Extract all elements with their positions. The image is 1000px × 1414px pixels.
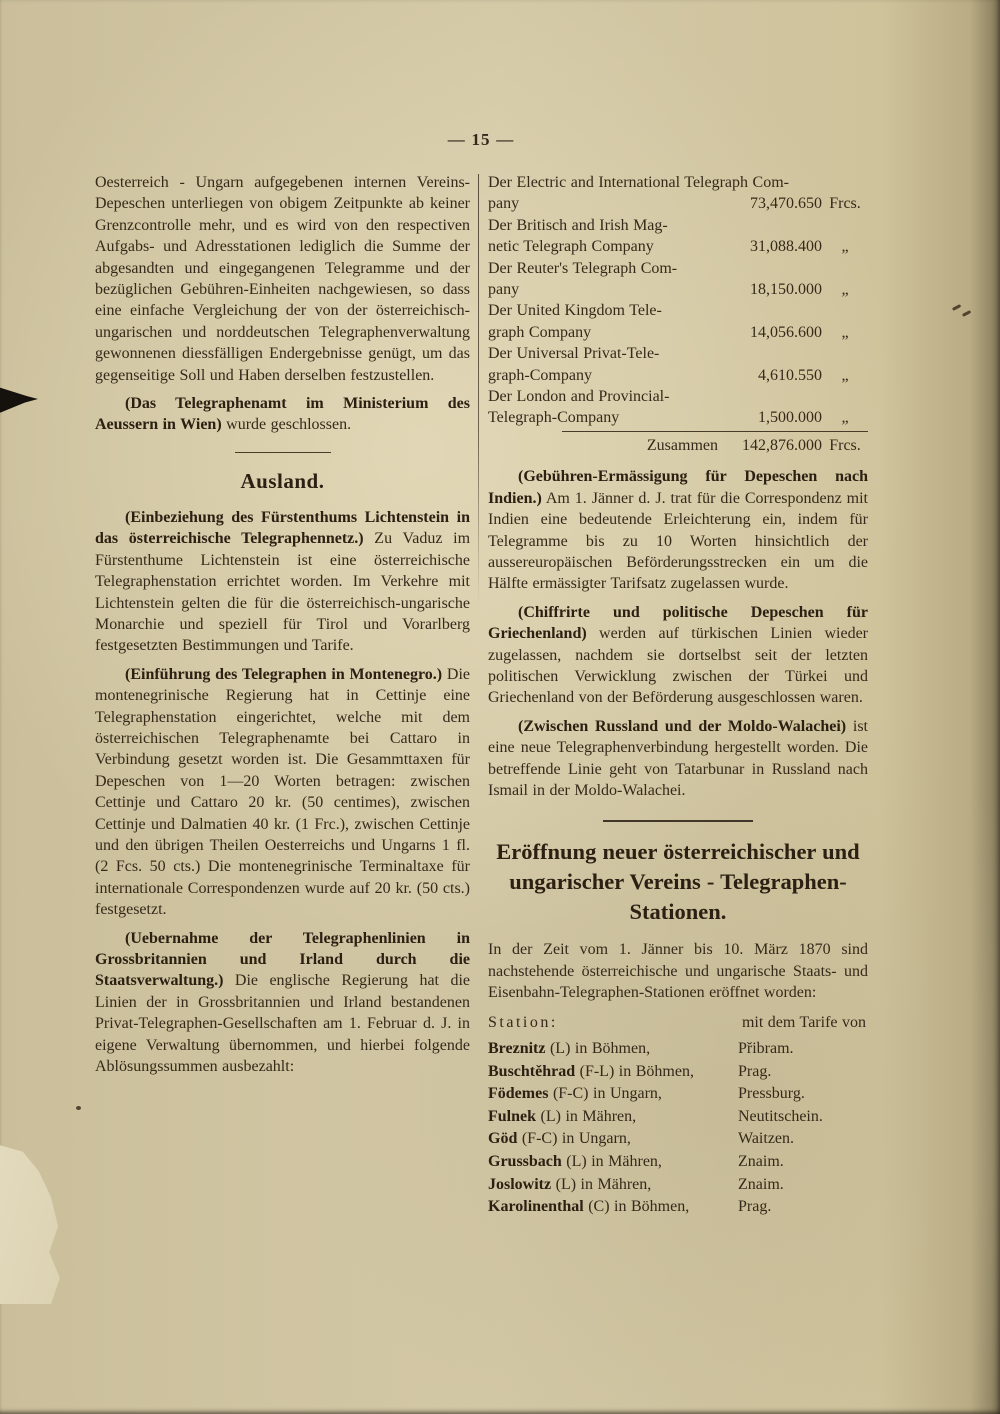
paragraph-lead: (Uebernahme der Telegraphenlinien in Grossbritannien und Irland durch die Staatsverwaltung.) <box>95 929 470 990</box>
right-column <box>488 172 868 1219</box>
station-left-cell <box>488 1083 736 1106</box>
stations-table <box>488 1038 868 1219</box>
total-row <box>562 431 868 456</box>
station-left-cell <box>488 1151 736 1174</box>
station-row <box>488 1083 868 1106</box>
paragraph-continuation <box>95 172 470 386</box>
station-name: Grussbach <box>488 1152 562 1170</box>
company-amount: 31,088.400 <box>750 238 822 256</box>
station-row <box>488 1196 868 1219</box>
stations-header-station: Station: <box>488 1013 558 1031</box>
company-amount: 14,056.600 <box>750 323 822 341</box>
company-name-continued: graph Company <box>488 323 592 341</box>
currency-unit: Frcs. <box>829 195 861 213</box>
company-entry <box>488 258 868 301</box>
station-tariff: Prag. <box>738 1062 772 1080</box>
ink-speck <box>962 310 971 316</box>
paragraph-india-tariff <box>488 466 868 594</box>
station-left-cell <box>488 1061 736 1084</box>
company-name-continued: graph-Company <box>488 366 592 384</box>
station-info: (F-C) in Ungarn, <box>521 1130 631 1148</box>
company-name: Der Reuter's Telegraph Com- <box>488 259 678 277</box>
paragraph-britain-takeover <box>95 928 470 1078</box>
station-tariff: Znaim. <box>738 1152 784 1170</box>
company-amount-row <box>488 322 868 343</box>
currency-unit: „ <box>841 366 849 384</box>
station-tariff: Přibram. <box>738 1040 794 1057</box>
ink-speck <box>952 304 961 310</box>
company-amount-row <box>488 236 868 257</box>
station-tariff: Znaim. <box>738 1175 784 1193</box>
station-tariff: Waitzen. <box>738 1130 795 1148</box>
column-rule <box>478 174 479 1219</box>
ink-speck <box>76 1106 81 1110</box>
station-left-cell <box>488 1128 736 1151</box>
stations-table-header <box>488 1012 868 1033</box>
company-amount-row <box>488 193 868 214</box>
paragraph-text: Am 1. Jänner d. J. trat für die Correspondenz mit Indien eine bedeutende Erleichterung ein, indem für Telegramme bis zu 10 Worten hinsichtlich der aussereuropäischen Beförderungsstrecken ein um die Hälfte ermässigter Tarifsatz zugelassen wurde. <box>488 489 868 593</box>
company-amount-row <box>488 365 868 386</box>
paragraph-lead: (Zwischen Russland und der Moldo-Walachei) <box>518 717 847 735</box>
paragraph-text: In der Zeit vom 1. Jänner bis 10. März 1870 sind nachstehende österreichische und ungarische Staats- und Eisenbahn-Telegraphen-Stationen eröffnet worden: <box>488 941 868 1002</box>
station-info: (L) in Mähren, <box>540 1107 637 1125</box>
station-name: Karolinenthal <box>488 1198 584 1216</box>
section-divider <box>603 820 753 822</box>
company-entry <box>488 386 868 429</box>
paragraph-lead: (Gebühren-Ermässigung für Depeschen nach Indien.) <box>488 468 868 507</box>
station-left-cell <box>488 1196 736 1219</box>
torn-paper-edge <box>0 384 38 414</box>
station-name: Buschtěhrad <box>488 1062 576 1080</box>
station-info: (F-L) in Böhmen, <box>579 1062 694 1080</box>
section-heading-ausland: Ausland. <box>240 468 325 493</box>
paragraph-text: Die englische Regierung hat die Linien der in Grossbritannien und Irland bestandenen Privat-Telegraphen-Gesellschaften am 1. Februar d. J. in eigene Verwaltung übernommen, und hierbei folgende Ablösungssummen ausbezahlt: <box>95 972 470 1076</box>
currency-unit: „ <box>841 323 849 341</box>
station-name: Joslowitz <box>488 1175 552 1193</box>
company-name: Der Britisch and Irish Mag- <box>488 216 668 234</box>
two-column-layout <box>95 172 868 1219</box>
company-amount: 18,150.000 <box>750 281 822 299</box>
company-name: Der London and Provincial- <box>488 388 670 406</box>
paragraph-text: Die montenegrinische Regierung hat in Cettinje eine Telegraphenstation eingerichtet, welche mit dem österreichischen Telegraphenamte bei Cattaro in Verbindung gesetzt worden ist. Die Gesammttaxen für Depeschen von 1—20 Worten betragen: zwischen Cettinje und Cattaro 20 kr. (50 centimes), zwischen Cettinje und Dalmatien 40 kr. (1 Frc.), zwischen Cettinje und den übrigen Theilen Oesterreichs und Ungarns 1 fl. (2 Fcs. 50 cts.) Die montenegrinische Terminaltaxe für internationale Correspondenzen wurde auf 20 kr. (50 cts.) festgesetzt. <box>95 665 470 919</box>
paragraph-text: wurde geschlossen. <box>221 416 352 434</box>
company-amount: 73,470.650 <box>750 195 822 213</box>
section-divider <box>235 452 331 453</box>
station-tariff: Prag. <box>738 1198 772 1216</box>
station-row <box>488 1174 868 1197</box>
left-column <box>95 172 470 1219</box>
paragraph-lead: (Einbeziehung des Fürstenthums Lichtenstein in das österreichische Telegraphennetz.) <box>95 508 470 548</box>
currency-unit: „ <box>841 409 849 427</box>
station-name: Fulnek <box>488 1107 537 1125</box>
paragraph-lead: (Einführung des Telegraphen in Montenegro.) <box>125 665 443 683</box>
currency-unit: „ <box>841 281 849 299</box>
station-row <box>488 1038 868 1061</box>
compensation-list <box>488 172 868 429</box>
company-amount-row <box>488 407 868 428</box>
paragraph-liechtenstein <box>95 507 470 657</box>
paragraph-lead: (Chiffrirte und politische Depeschen für Griechenland) <box>488 603 868 643</box>
station-info: (C) in Böhmen, <box>588 1198 690 1216</box>
total-amount: 142,876.000 <box>742 436 822 454</box>
company-amount: 1,500.000 <box>758 409 822 427</box>
station-left-cell <box>488 1106 736 1129</box>
station-tariff: Pressburg. <box>738 1085 805 1103</box>
company-name-continued: pany <box>488 281 520 299</box>
company-name-continued: pany <box>488 195 520 213</box>
torn-paper-corner <box>0 1142 88 1304</box>
company-name: Der Electric and International Telegraph Com- <box>488 174 789 191</box>
paragraph-text: ist eine neue Telegraphenverbindung hergestellt worden. Die betreffende Linie geht von Tatarbunar in Russland nach Ismail in der Moldo-Walachei. <box>488 717 868 799</box>
paragraph-montenegro <box>95 664 470 921</box>
company-entry <box>488 343 868 386</box>
company-name: Der United Kingdom Tele- <box>488 302 662 320</box>
station-name: Födemes <box>488 1085 549 1103</box>
stations-header-tariff: mit dem Tarife von <box>741 1013 866 1031</box>
station-name: Breznitz <box>488 1040 546 1057</box>
paragraph-ministry-closure <box>95 393 470 436</box>
currency-unit: „ <box>841 238 849 256</box>
station-info: (L) in Böhmen, <box>549 1040 651 1057</box>
paragraph-text: Oesterreich - Ungarn aufgegebenen internen Vereins-Depeschen unterliegen von obigem Zeitpunkte ab keiner Grenzcontrolle mehr, und es wird von den respectiven Aufgabs- und Adresstationen lediglich die Summe der abgesandten und eingegangenen Telegramme und der bezüglichen Gebühren-Einheiten nachgewiesen, so dass eine einfache Vergleichung der von der österreichisch-ungarischen und norddeutschen Telegraphenverwaltung gewonnenen diessfälligen Endergebnisse genügt, um das gegenseitige Soll und Haben derselben festzustellen. <box>95 174 470 384</box>
station-row <box>488 1151 868 1174</box>
paragraph-opening-intro <box>488 939 868 1003</box>
company-name: Der Universal Privat-Tele- <box>488 345 660 363</box>
station-info: (L) in Mähren, <box>555 1175 652 1193</box>
company-amount: 4,610.550 <box>758 366 822 384</box>
page-number: — 15 — <box>447 130 515 149</box>
paragraph-text: Zu Vaduz im Fürstenthume Lichtenstein ist eine österreichische Telegraphenstation errichtet worden. Im Verkehre mit Lichtenstein gelten die für die österreichisch-ungarische Monarchie und speziell für Tirol und Vorarlberg festgesetzten Bestimmungen und Tarife. <box>95 530 471 655</box>
total-label: Zusammen <box>646 436 718 454</box>
company-name-continued: Telegraph-Company <box>488 409 620 427</box>
station-row <box>488 1061 868 1084</box>
station-row <box>488 1106 868 1129</box>
station-name: Göd <box>488 1130 518 1148</box>
company-amount-row <box>488 279 868 300</box>
station-row <box>488 1128 868 1151</box>
paragraph-russia-moldova <box>488 716 868 802</box>
station-tariff: Neutitschein. <box>738 1107 823 1125</box>
station-left-cell <box>488 1038 736 1061</box>
station-info: (F-C) in Ungarn, <box>552 1085 662 1103</box>
paragraph-greece-dispatches <box>488 602 868 709</box>
company-entry <box>488 172 868 215</box>
company-entry <box>488 215 868 258</box>
paragraph-lead: (Das Telegraphenamt im Ministerium des Aeussern in Wien) <box>95 395 470 434</box>
opening-heading: Eröffnung neuer österreichischer und ungarischer Vereins - Telegraphen-Stationen. <box>496 839 860 925</box>
station-left-cell <box>488 1174 736 1197</box>
total-currency-unit: Frcs. <box>829 436 861 454</box>
paragraph-text: werden auf türkischen Linien wieder zugelassen, nachdem sie dortselbst seit der letzten politischen Verwicklung zwischen der Türkei und Griechenland von der Beförderung ausgeschlossen waren. <box>488 625 868 707</box>
company-name-continued: netic Telegraph Company <box>488 238 654 256</box>
station-info: (L) in Mähren, <box>566 1152 662 1170</box>
company-entry <box>488 300 868 343</box>
